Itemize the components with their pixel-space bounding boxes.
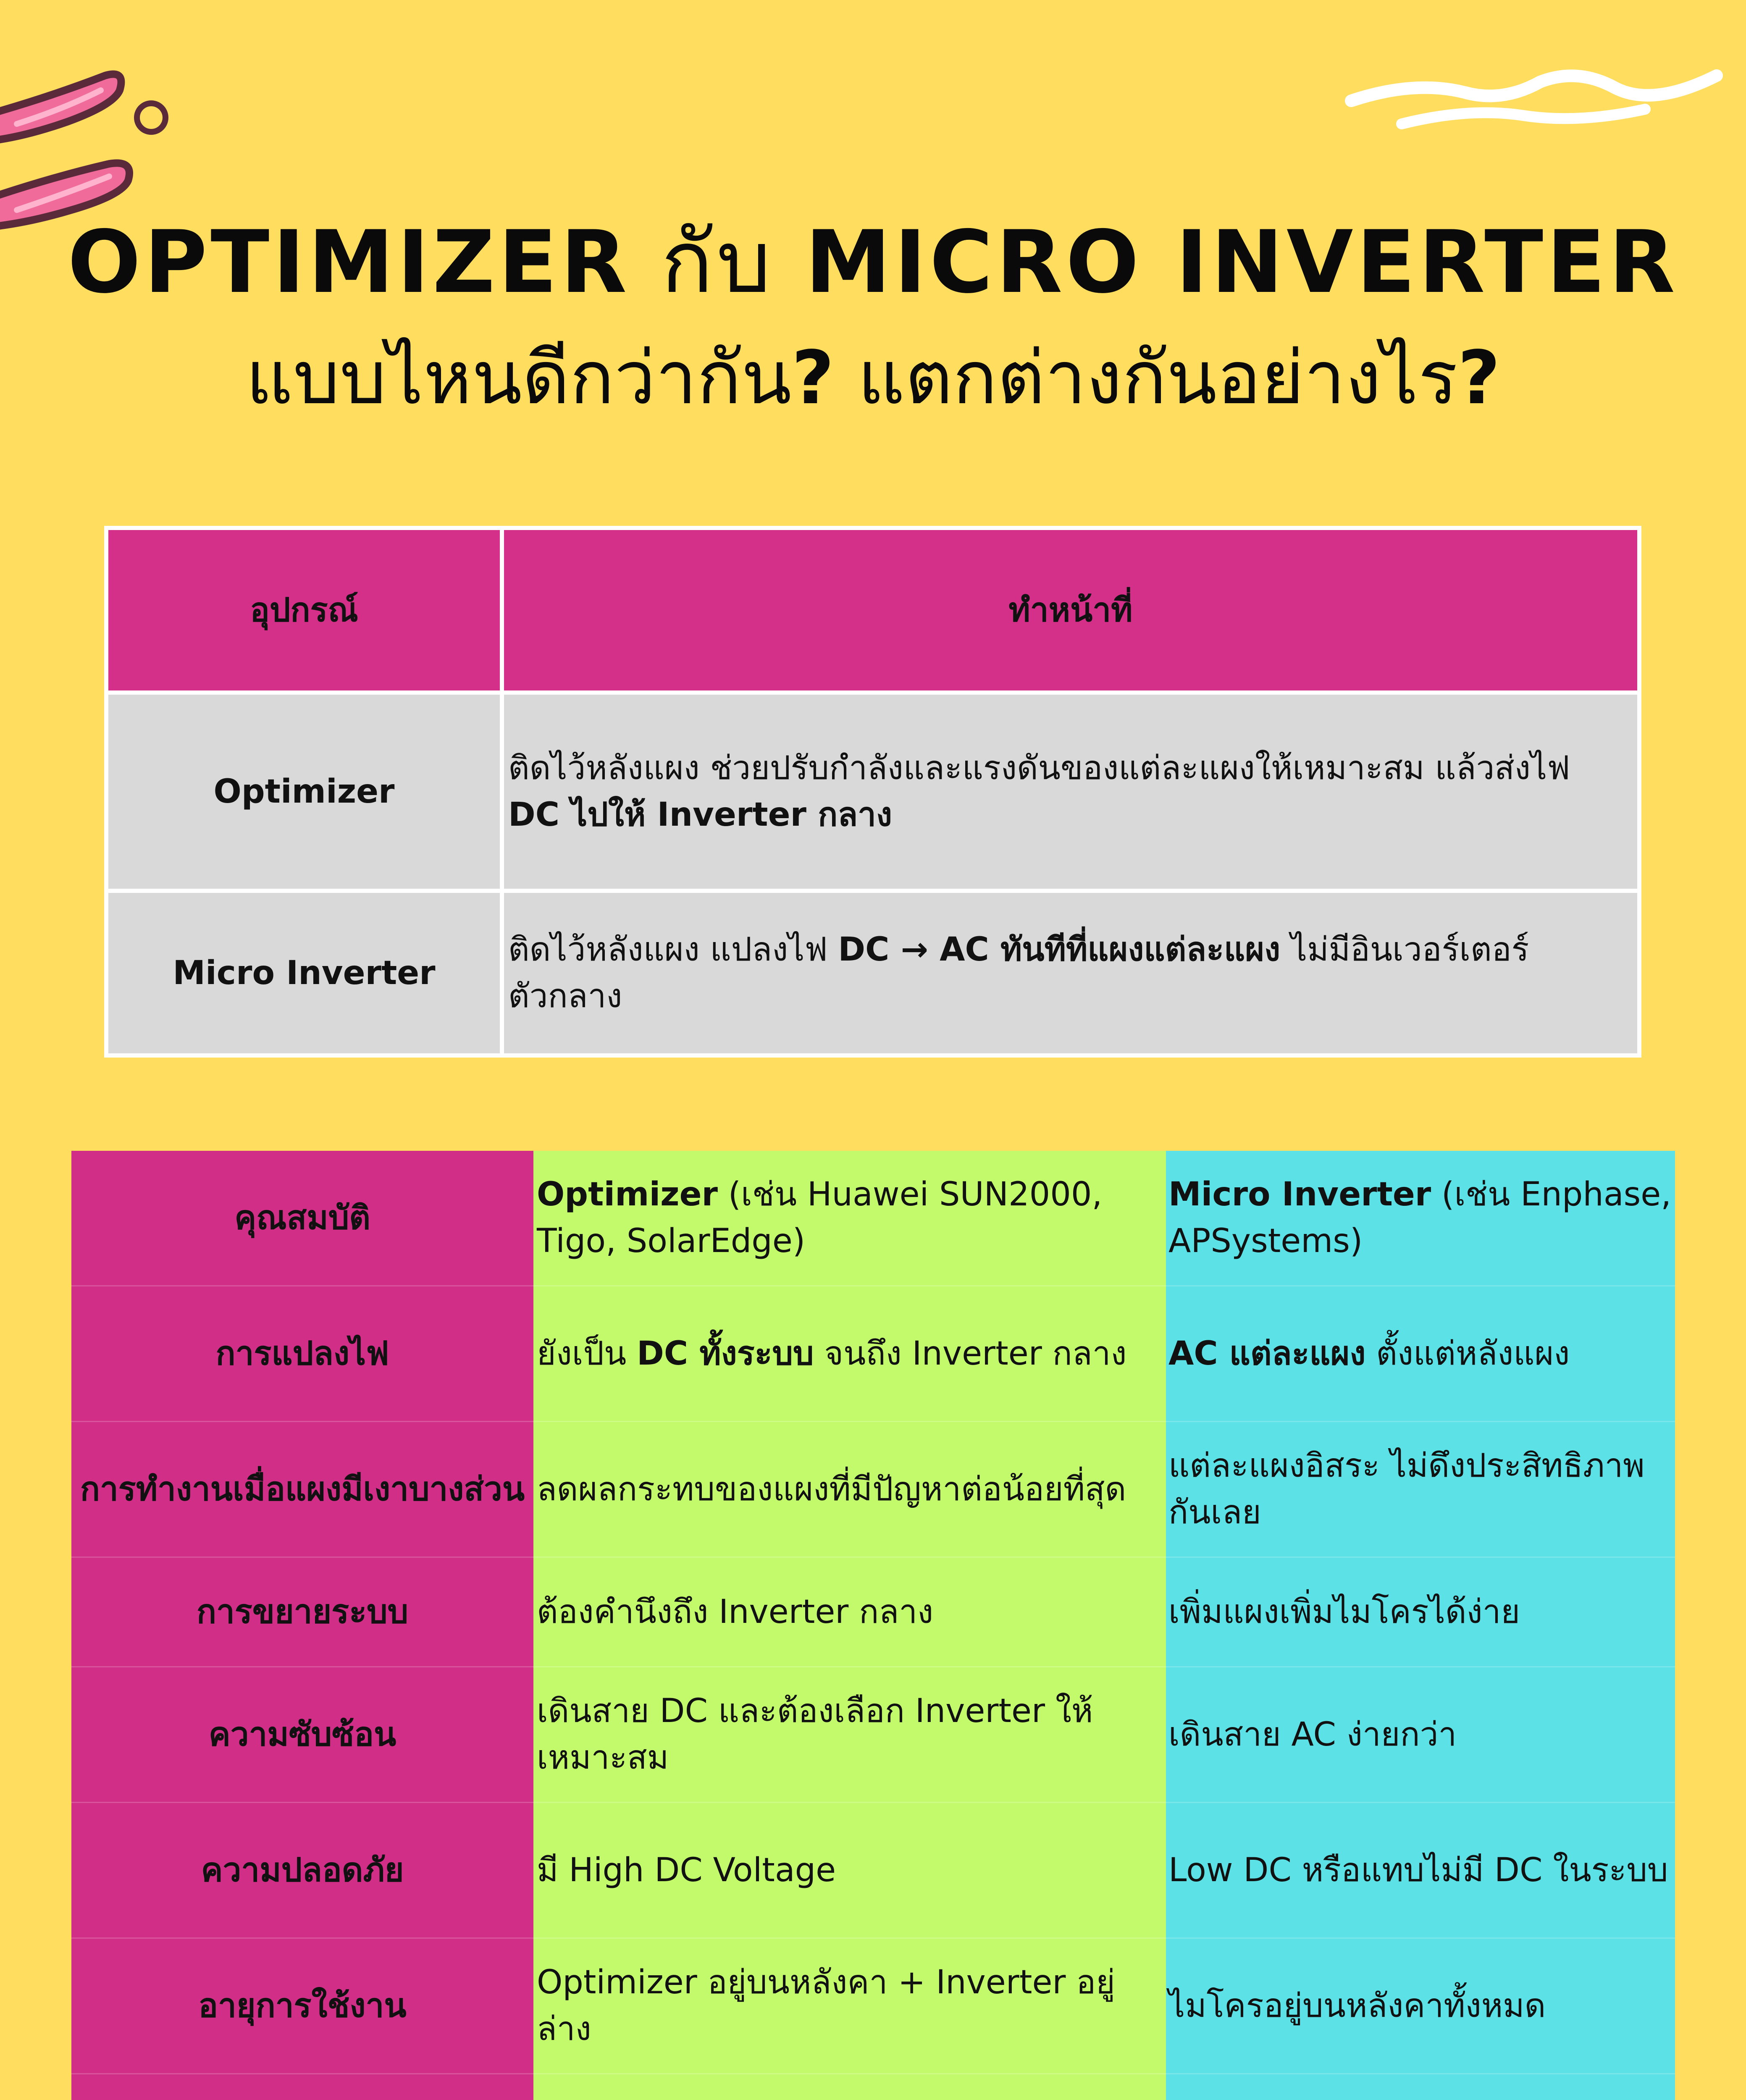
- header-optimizer: [533, 1151, 1166, 1286]
- micro-cell: เพิ่มแผงเพิ่มไมโครได้ง่าย: [1166, 1557, 1675, 1667]
- title-kap: กับ: [630, 213, 805, 312]
- title-how-different: แตกต่างกันอย่างไร: [834, 336, 1458, 421]
- comparison-header-row: [71, 1151, 1675, 1286]
- title-micro-inverter: MICRO INVERTER: [805, 213, 1679, 312]
- title-optimizer: OPTIMIZER: [67, 213, 630, 312]
- white-scribble-icon: [1343, 63, 1729, 134]
- header-property: คุณสมบัติ: [71, 1151, 533, 1286]
- function-micro-text-1: ติดไว้หลังแผง แปลงไฟ: [508, 931, 838, 969]
- table-row: [71, 1557, 1675, 1667]
- title-which-better: แบบไหนดีกว่ากัน: [245, 336, 792, 421]
- header-optimizer-examples: (เช่น Huawei SUN2000, Tigo, SolarEdge): [537, 1176, 1103, 1260]
- micro-cell: [1166, 1286, 1675, 1422]
- optimizer-cell-bold: DC ทั้งระบบ: [637, 1334, 814, 1373]
- optimizer-cell-text-2: จนถึง Inverter กลาง: [814, 1334, 1127, 1373]
- header-function: ทำหน้าที่: [502, 528, 1639, 693]
- function-optimizer-text: ติดไว้หลังแผง ช่วยปรับกำลังและแรงดันของแต่ละแผงให้เหมาะสม แล้วส่งไฟ: [508, 749, 1570, 788]
- table-row: [71, 1286, 1675, 1422]
- micro-cell: ไมโครอยู่บนหลังคาทั้งหมด: [1166, 1938, 1675, 2074]
- table-row: [71, 2074, 1675, 2100]
- device-optimizer: Optimizer: [106, 693, 502, 891]
- optimizer-cell: ต้องคำนึงถึง Inverter กลาง: [533, 1557, 1166, 1667]
- micro-cell-text: ตั้งแต่หลังแผง: [1365, 1334, 1570, 1373]
- header-micro-examples: (เช่น Enphase, APSystems): [1168, 1176, 1672, 1260]
- header-micro-name: Micro Inverter: [1168, 1176, 1431, 1214]
- optimizer-cell: มี High DC Voltage: [533, 1803, 1166, 1938]
- row-label: การขยายระบบ: [71, 1557, 533, 1667]
- micro-cell-bold: AC แต่ละแผง: [1168, 1334, 1366, 1373]
- optimizer-cell: เดินสาย DC และต้องเลือก Inverter ให้เหมาะสม: [533, 1667, 1166, 1803]
- header-micro-inverter: [1166, 1151, 1675, 1286]
- optimizer-cell: [533, 1286, 1166, 1422]
- table-row: [106, 891, 1639, 1055]
- title-line-1: [0, 193, 1746, 330]
- table-row: [71, 1667, 1675, 1803]
- title-question-mark-2: ?: [1457, 336, 1501, 421]
- device-function-table: [104, 526, 1641, 1058]
- title-line-2: [0, 319, 1746, 436]
- micro-cell: [1166, 2074, 1675, 2100]
- optimizer-cell: [533, 2074, 1166, 2100]
- function-micro-bold: DC → AC ทันทีที่แผงแต่ละแผง: [838, 931, 1281, 969]
- comparison-table: [71, 1151, 1675, 2100]
- table-row: [71, 1803, 1675, 1938]
- device-table-header: [106, 528, 1639, 693]
- function-micro-inverter: [502, 891, 1639, 1055]
- header-optimizer-name: Optimizer: [537, 1176, 718, 1214]
- title-question-mark-1: ?: [791, 336, 835, 421]
- row-label: [71, 2074, 533, 2100]
- row-label: การแปลงไฟ: [71, 1286, 533, 1422]
- table-row: [71, 1938, 1675, 2074]
- device-micro-inverter: Micro Inverter: [106, 891, 502, 1055]
- optimizer-cell: Optimizer อยู่บนหลังคา + Inverter อยู่ล่าง: [533, 1938, 1166, 2074]
- row-label: การทำงานเมื่อแผงมีเงาบางส่วน: [71, 1422, 533, 1557]
- function-optimizer: [502, 693, 1639, 891]
- table-row: [106, 693, 1639, 891]
- row-label: ความปลอดภัย: [71, 1803, 533, 1938]
- table-row: [71, 1422, 1675, 1557]
- function-micro-text-2: ไม่มีอินเวอร์เตอร์ตัวกลาง: [508, 931, 1529, 1015]
- micro-cell: แต่ละแผงอิสระ ไม่ดึงประสิทธิภาพกันเลย: [1166, 1422, 1675, 1557]
- optimizer-cell: ลดผลกระทบของแผงที่มีปัญหาต่อน้อยที่สุด: [533, 1422, 1166, 1557]
- row-label: ความซับซ้อน: [71, 1667, 533, 1803]
- header-device: อุปกรณ์: [106, 528, 502, 693]
- micro-cell: เดินสาย AC ง่ายกว่า: [1166, 1667, 1675, 1803]
- row-label: อายุการใช้งาน: [71, 1938, 533, 2074]
- function-optimizer-bold: DC ไปให้ Inverter กลาง: [508, 796, 893, 834]
- micro-cell: Low DC หรือแทบไม่มี DC ในระบบ: [1166, 1803, 1675, 1938]
- optimizer-cell-text-1: ยังเป็น: [537, 1334, 637, 1373]
